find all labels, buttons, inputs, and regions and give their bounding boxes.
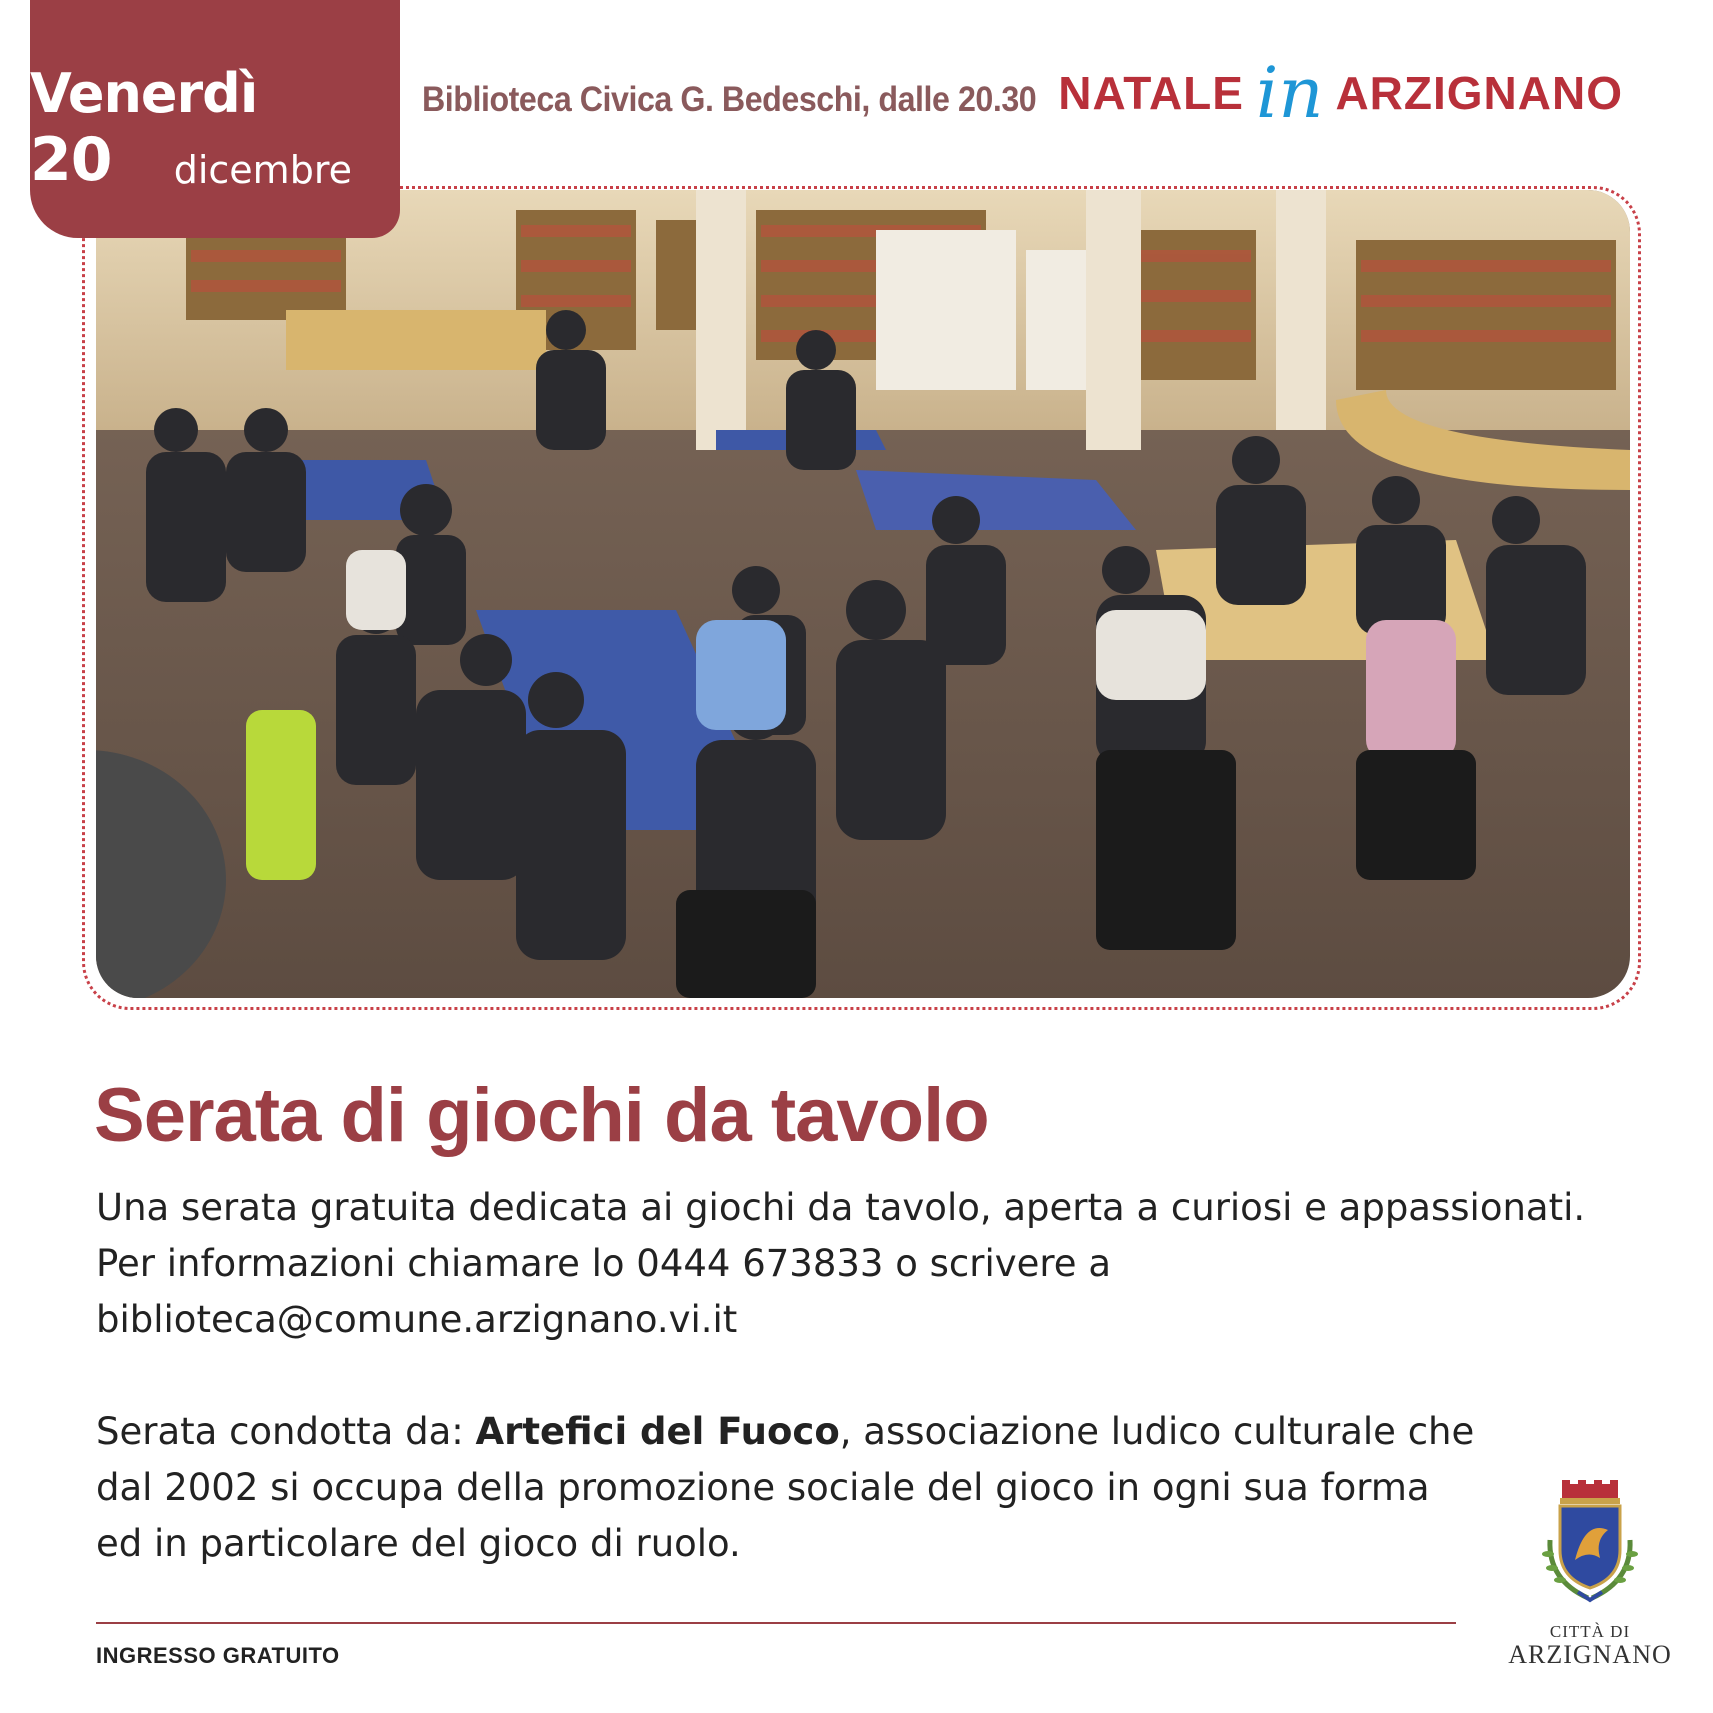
host-name: Artefici del Fuoco [475, 1410, 840, 1453]
entry-free-note: INGRESSO GRATUITO [96, 1643, 340, 1668]
brand-left: NATALE [1058, 67, 1244, 119]
venue-time: Biblioteca Civica G. Bedeschi, dalle 20.30 [422, 80, 1037, 119]
brand-logo [1058, 48, 1623, 138]
date-day-number: 20 [30, 125, 112, 195]
host-prefix: Serata condotta da: [96, 1410, 476, 1453]
host-description: , associazione ludico culturale che dal 2002 si occupa della promozione sociale del gioco in ogni sua forma ed in particolare del gioco di ruolo. [96, 1410, 1475, 1565]
crest-caption-top: CITTÀ DI [1549, 1622, 1631, 1641]
crest-caption-bottom: ARZIGNANO [1508, 1640, 1672, 1669]
footer-divider [96, 1622, 1456, 1624]
contact-email[interactable]: biblioteca@comune.arzignano.vi.it [96, 1298, 738, 1341]
date-day-name: Venerdì [30, 62, 258, 125]
brand-right: ARZIGNANO [1335, 67, 1623, 119]
library-photo [96, 190, 1630, 998]
crest-caption [1500, 1622, 1680, 1670]
date-month: dicembre [173, 148, 352, 192]
host-paragraph [96, 1404, 1476, 1572]
event-description [96, 1180, 1596, 1572]
description-line-2: Per informazioni chiamare lo 0444 673833 o scrivere a [96, 1242, 1111, 1285]
date-badge [30, 0, 400, 238]
event-title: Serata di giochi da tavolo [94, 1073, 989, 1158]
city-crest-icon [1530, 1480, 1650, 1610]
description-line-1: Una serata gratuita dedicata ai giochi da tavolo, aperta a curiosi e appassionati. [96, 1186, 1586, 1229]
brand-middle: in [1255, 52, 1324, 134]
